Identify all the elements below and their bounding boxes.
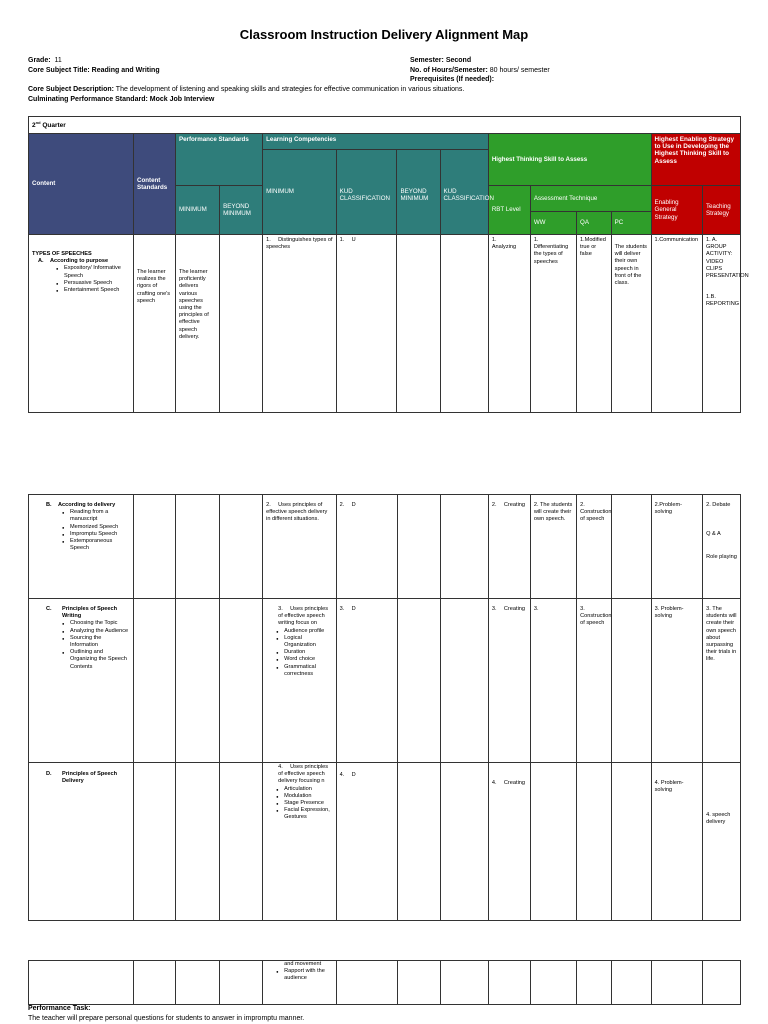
row1-sub-title: According to purpose	[50, 258, 109, 265]
rowD-title: Principles of Speech Delivery	[62, 771, 118, 785]
rowD-lc-text: Uses principles of effective speech delivery focusing n	[278, 764, 329, 785]
list-item: ● Entertainment Speech	[54, 287, 130, 294]
alignment-table-2	[28, 494, 741, 921]
row1-kud-text: U	[351, 237, 356, 243]
rowC-pc	[611, 599, 651, 763]
cont-ww	[530, 961, 576, 1005]
row1-teaching	[702, 235, 749, 413]
rowD-lc-beyond	[397, 763, 440, 921]
rowC-rbt-num: 3.	[491, 606, 497, 612]
rowC-lc-num: 3.	[278, 606, 283, 612]
list-item: ● Logical Organization	[274, 635, 333, 649]
rowB-ps-beyond	[220, 495, 263, 599]
rowD-kud-2	[440, 763, 488, 921]
rowD-lc	[263, 763, 337, 921]
alignment-table-1	[28, 116, 749, 413]
cps-value: Mock Job Interview	[149, 95, 215, 103]
quarter-rest: Quarter	[40, 122, 66, 130]
document-title: Classroom Instruction Delivery Alignment Map	[239, 27, 529, 42]
rowB-kud-num: 2.	[339, 502, 345, 508]
cont-ps-beyond	[220, 961, 263, 1005]
list-item: ● Outlining and Organizing the Speech Contents	[60, 649, 130, 671]
rowC-letter: C.	[46, 606, 52, 612]
list-item: ● Extemporaneous Speech	[60, 538, 130, 552]
prereq-label: Prerequisites (If needed):	[410, 76, 495, 83]
rowB-title: According to delivery	[58, 502, 116, 508]
grade-label: Grade:	[28, 57, 51, 64]
cont-kud	[336, 961, 397, 1005]
header-teaching-strategy: Teaching Strategy	[702, 186, 740, 235]
header-kud-2: KUD CLASSIFICATION	[440, 150, 488, 235]
list-item: ● Reading from a manuscript	[60, 509, 130, 523]
performance-task-label: Performance Task:	[28, 1005, 91, 1012]
rowB-rbt-num: 2.	[491, 502, 497, 508]
row1-qa: 1.Modified true or false	[577, 235, 612, 413]
grade-value: 11	[54, 57, 62, 64]
rowC-lc	[263, 599, 337, 763]
header-enabling-general: Enabling General Strategy	[651, 186, 702, 235]
header-performance-standards: Performance Standards	[175, 134, 262, 186]
rowC-kud-text: D	[351, 606, 356, 612]
rowD-rbt	[488, 763, 530, 921]
rowB-teaching-1: 2. Debate	[706, 502, 731, 508]
rowD-kud-text: D	[351, 772, 356, 778]
header-learning-competencies: Learning Competencies	[263, 134, 489, 150]
subject-label: Core Subject Title:	[28, 66, 90, 74]
rowD-cs	[134, 763, 176, 921]
subject-value: Reading and Writing	[91, 66, 160, 74]
table-row	[29, 599, 741, 763]
footer	[28, 1004, 748, 1023]
rowB-kud-text: D	[351, 502, 356, 508]
header-lc-beyond: BEYOND MINIMUM	[397, 150, 440, 235]
table-row	[29, 763, 741, 921]
list-item: ● Audience profile	[274, 628, 333, 635]
cont-content	[29, 961, 134, 1005]
semester-label: Semester:	[410, 57, 444, 64]
row1-lc-text: Distinguishes types of speeches	[266, 237, 333, 251]
row1-content	[29, 235, 134, 413]
list-item: ● Impromptu Speech	[60, 531, 130, 538]
header-kud-1: KUD CLASSIFICATION	[336, 150, 397, 235]
header-content: Content	[29, 134, 134, 235]
cont-lc-text: and movement	[284, 961, 322, 967]
header-content-standards: Content Standards	[133, 134, 175, 235]
rowD-letter: D.	[46, 771, 52, 777]
table-row	[29, 495, 741, 599]
meta-right	[410, 56, 550, 85]
header-highest-thinking-skill: Highest Thinking Skill to Assess	[488, 134, 651, 186]
table-row	[29, 961, 741, 1005]
row1-enabling: 1.Communication	[651, 235, 702, 413]
row1-teaching-1: 1. A. GROUP ACTIVITY: VIDEO CLIPS PRESENTATION	[705, 237, 749, 280]
row1-performance-standard: The learner proficiently delivers various speeches using the principles of effective speech delivery.	[175, 235, 219, 413]
rowB-rbt-text: Creating	[503, 502, 526, 508]
rowC-lc-text: Uses principles of effective speech writing focus on	[278, 606, 329, 627]
performance-task-text: The teacher will prepare personal questions for students to answer in impromptu manner.	[28, 1014, 305, 1022]
rowB-enabling: 2.Problem-solving	[651, 495, 702, 599]
rowD-kud-num: 4.	[339, 772, 345, 778]
meta-left	[28, 56, 160, 75]
rowC-title: Principles of Speech Writing	[62, 606, 118, 620]
desc-label: Core Subject Description:	[28, 86, 114, 93]
list-item: ● Analyzing the Audience	[60, 628, 130, 635]
rowB-rbt	[488, 495, 530, 599]
list-item: ● Sourcing the Information	[60, 635, 130, 649]
rowC-cs	[134, 599, 176, 763]
cont-qa	[577, 961, 612, 1005]
row1-content-title: TYPES OF SPEECHES	[32, 251, 92, 257]
rowB-lc	[263, 495, 337, 599]
list-item: ● Expository/ Informative Speech	[54, 265, 130, 279]
list-item: ● Word choice	[274, 656, 333, 663]
row1-ww: 1. Differentiating the types of speeches	[530, 235, 576, 413]
rowD-kud	[336, 763, 397, 921]
rowC-ps	[176, 599, 220, 763]
desc-value: The development of listening and speaking skills and strategies for effective communication in various situations.	[115, 86, 465, 93]
rowD-ps-beyond	[220, 763, 263, 921]
rowC-kud-num: 3.	[339, 606, 345, 612]
list-item: ● Grammatical correctness	[274, 664, 333, 678]
cont-pc	[611, 961, 651, 1005]
list-item: ● Memorized Speech	[60, 524, 130, 531]
row1-pc: The students will deliver their own speech in front of the class.	[611, 235, 651, 413]
hours-value: 80 hours/ semester	[489, 66, 550, 74]
header-highest-enabling: Highest Enabling Strategy to Use in Developing the Highest Thinking Skill to Assess	[651, 134, 740, 186]
rowB-kud	[336, 495, 397, 599]
cont-cs	[134, 961, 176, 1005]
rowD-qa	[577, 763, 612, 921]
row1-teaching-2: 1.B. REPORTING	[705, 294, 740, 308]
list-item: ● Choosing the Topic	[60, 620, 130, 627]
row1-lc-beyond	[397, 235, 440, 413]
row1-sub-letter: A.	[38, 258, 44, 265]
rowD-rbt-text: Creating	[503, 780, 526, 786]
rowC-ww: 3.	[530, 599, 576, 763]
list-item: ● Persuasive Speech	[54, 280, 130, 287]
meta-desc	[28, 85, 748, 104]
row1-rbt-text: Analyzing	[491, 244, 517, 251]
rowC-ps-beyond	[220, 599, 263, 763]
rowD-lc-num: 4.	[278, 764, 283, 770]
rowB-content	[29, 495, 134, 599]
row1-kud-num: 1.	[339, 237, 345, 243]
semester-value: Second	[445, 57, 472, 64]
header-assessment-technique: Assessment Technique	[530, 186, 651, 212]
quarter-sup: nd	[35, 120, 41, 125]
cont-kud-2	[440, 961, 488, 1005]
cont-lc-beyond	[397, 961, 440, 1005]
list-item: ● Articulation	[274, 786, 333, 793]
rowC-rbt-text: Creating	[503, 606, 526, 612]
rowC-content	[29, 599, 134, 763]
list-item: ● Facial Expression, Gestures	[274, 807, 333, 821]
header-lc-minimum: MINIMUM	[263, 150, 336, 235]
row1-kud	[336, 235, 397, 413]
rowC-qa: 3. Construction of speech	[577, 599, 612, 763]
quarter-cell	[29, 117, 741, 134]
row1-rbt	[488, 235, 530, 413]
row1-kud-2	[440, 235, 488, 413]
rowB-lc-text: Uses principles of effective speech delivery in different situations.	[266, 502, 328, 523]
list-item: ● Stage Presence	[274, 800, 333, 807]
list-item: ● Modulation	[274, 793, 333, 800]
rowD-teaching: 4. speech delivery	[703, 763, 741, 921]
header-ps-minimum: MINIMUM	[175, 186, 219, 235]
table-row	[29, 235, 741, 413]
header-ww: WW	[530, 212, 576, 235]
rowC-teaching: 3. The students will create their own speech about surpassing their trials in life.	[703, 599, 741, 763]
list-item: ● Rapport with the audience	[274, 968, 333, 982]
cont-lc	[263, 961, 337, 1005]
row1-ps-beyond	[220, 235, 263, 413]
cps-label: Culminating Performance Standard:	[28, 95, 148, 103]
rowC-rbt	[488, 599, 530, 763]
rowB-letter: B.	[46, 502, 52, 508]
rowB-ww: 2. The students will create their own speech.	[530, 495, 576, 599]
rowC-kud	[336, 599, 397, 763]
rowB-cs	[134, 495, 176, 599]
list-item: ● Duration	[274, 649, 333, 656]
header-rbt-level: RBT Level	[488, 186, 530, 235]
rowB-lc-num: 2.	[266, 502, 271, 508]
rowB-ps	[176, 495, 220, 599]
rowD-ww	[530, 763, 576, 921]
rowB-pc	[611, 495, 651, 599]
rowD-content	[29, 763, 134, 921]
hours-label: No. of Hours/Semester:	[410, 66, 488, 74]
rowD-rbt-num: 4.	[491, 780, 497, 786]
rowB-teaching-2: Q & A	[706, 531, 721, 538]
cont-rbt	[488, 961, 530, 1005]
rowD-enabling: 4. Problem-solving	[651, 763, 702, 921]
alignment-table-3	[28, 960, 741, 1005]
rowB-kud-2	[440, 495, 488, 599]
cont-teaching	[703, 961, 741, 1005]
rowD-pc	[611, 763, 651, 921]
header-pc: PC	[611, 212, 651, 235]
cont-ps	[176, 961, 220, 1005]
rowB-lc-beyond	[397, 495, 440, 599]
row1-content-standard: The learner realizes the rigors of crafting one's speech	[133, 235, 175, 413]
rowD-ps	[176, 763, 220, 921]
header-ps-beyond: BEYOND MINIMUM	[220, 186, 263, 235]
rowC-kud-2	[440, 599, 488, 763]
rowC-lc-beyond	[397, 599, 440, 763]
rowB-teaching-3: Role playing	[706, 554, 737, 561]
rowB-qa: 2. Construction of speech	[577, 495, 612, 599]
row1-rbt-num: 1.	[491, 237, 497, 243]
header-qa: QA	[577, 212, 612, 235]
cont-enabling	[651, 961, 702, 1005]
row1-lc	[263, 235, 336, 413]
row1-lc-num: 1.	[266, 237, 271, 243]
rowC-enabling: 3. Problem-solving	[651, 599, 702, 763]
rowB-teaching	[703, 495, 741, 599]
quarter-ord: 2	[32, 122, 36, 130]
